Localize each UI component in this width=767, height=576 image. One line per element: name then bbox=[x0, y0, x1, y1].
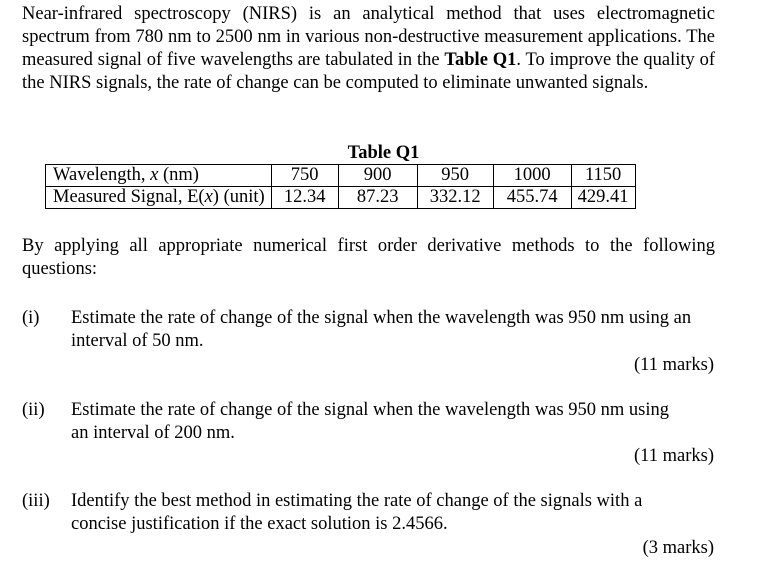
row-label-wavelength bbox=[46, 165, 272, 187]
instruction-text: By applying all appropriate numerical first order derivative methods to the following questions: bbox=[22, 236, 715, 279]
label-text: ) (unit) bbox=[212, 187, 265, 207]
label-variable: x bbox=[150, 165, 159, 185]
label-text: (nm) bbox=[158, 165, 199, 185]
label-text: Measured Signal, E( bbox=[53, 187, 205, 207]
table-cell: 950 bbox=[417, 165, 493, 187]
table-title: Table Q1 bbox=[347, 143, 420, 163]
label-text: Wavelength, bbox=[53, 165, 151, 185]
table-row-wavelength bbox=[46, 165, 636, 187]
question-number: (i) bbox=[22, 308, 40, 328]
table-reference: Table Q1 bbox=[444, 50, 517, 70]
question-1-marks: (11 marks) bbox=[634, 355, 714, 375]
question-text: Identify the best method in estimating the rate of change of the signals with a concise justification if the exact solution is 2.4566. bbox=[71, 491, 643, 534]
table-cell: 332.12 bbox=[417, 187, 493, 209]
intro-paragraph bbox=[22, 3, 715, 95]
question-number: (iii) bbox=[22, 491, 50, 511]
table-cell: 455.74 bbox=[493, 187, 571, 209]
question-3-marks: (3 marks) bbox=[642, 538, 714, 558]
question-text: Estimate the rate of change of the signal when the wavelength was 950 nm using an interval of 50 nm. bbox=[71, 308, 692, 351]
data-table bbox=[45, 164, 636, 209]
table-cell: 1000 bbox=[493, 165, 571, 187]
table-cell: 12.34 bbox=[271, 187, 338, 209]
question-2-marks: (11 marks) bbox=[634, 446, 714, 466]
intro-text-1: Near-infrared spectroscopy (NIRS) is an analytical method that uses electromagnetic spectrum from 780 nm to 2500 nm in various non-destructive measurement applications. The measured signal of five wavelengths are tabulated in the bbox=[22, 4, 715, 70]
table-cell: 1150 bbox=[571, 165, 635, 187]
question-number: (ii) bbox=[22, 400, 45, 420]
label-variable: x bbox=[204, 187, 213, 207]
table-cell: 900 bbox=[338, 165, 417, 187]
table-cell: 87.23 bbox=[338, 187, 417, 209]
intro-text-2: . To improve the quality of the NIRS signals, the rate of change can be computed to eliminate unwanted signals. bbox=[22, 50, 715, 93]
question-text: Estimate the rate of change of the signal when the wavelength was 950 nm using an interval of 200 nm. bbox=[71, 400, 669, 443]
table-row-signal bbox=[46, 187, 636, 209]
table-cell: 429.41 bbox=[571, 187, 635, 209]
table-cell: 750 bbox=[271, 165, 338, 187]
row-label-signal bbox=[46, 187, 272, 209]
